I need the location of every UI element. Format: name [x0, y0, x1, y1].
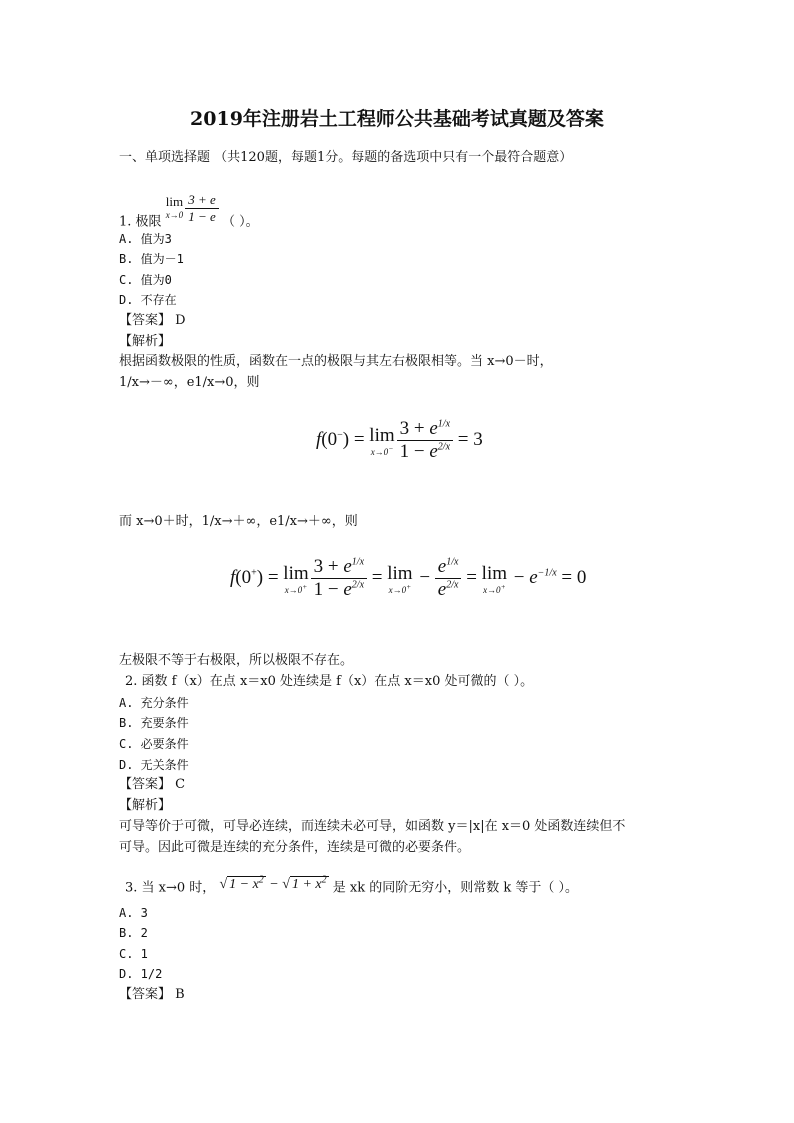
- page-title: 2019年注册岩土工程师公共基础考试真题及答案: [190, 108, 604, 130]
- question-1-option-a: A. 值为3: [119, 232, 172, 246]
- section-header: 一、单项选择题 （共120题，每题1分。每题的备选项中只有一个最符合题意）: [119, 150, 573, 165]
- question-2-answer: 【答案】 C: [119, 777, 186, 792]
- question-2-option-d: D. 无关条件: [119, 758, 189, 772]
- question-3-option-a: A. 3: [119, 906, 148, 920]
- question-3-answer: 【答案】 B: [119, 987, 185, 1002]
- question-1-analysis-text-2: 1/x→－∞，e1/x→0，则: [119, 375, 260, 390]
- question-1-option-c: C. 值为0: [119, 273, 172, 287]
- question-1-analysis-text-3: 而 x→0＋时，1/x→＋∞，e1/x→＋∞，则: [119, 514, 358, 529]
- question-1-suffix: （ ）。: [221, 214, 259, 230]
- question-3-option-d: D. 1/2: [119, 967, 163, 981]
- question-2-option-c: C. 必要条件: [119, 737, 189, 751]
- question-1-option-d: D. 不存在: [119, 293, 177, 307]
- question-2-stem: 2. 函数 f（x）在点 x＝x0 处连续是 f（x）在点 x＝x0 处可微的（ ）。: [125, 674, 534, 689]
- question-3-prefix: 3. 当 x→0 时，: [125, 880, 216, 896]
- question-1-analysis-text-1: 根据函数极限的性质，函数在一点的极限与其左右极限相等。当 x→0－时，: [119, 354, 553, 369]
- question-2-analysis-text-1: 可导等价于可微，可导必连续，而连续未必可导，如函数 y＝|x|在 x＝0 处函数连续但不: [119, 819, 626, 834]
- question-3-option-b: B. 2: [119, 926, 148, 940]
- question-1-analysis-text-4: 左极限不等于右极限，所以极限不存在。: [119, 653, 354, 668]
- question-3-option-c: C. 1: [119, 947, 148, 961]
- question-3-sqrt-expression: √ $1 - x^2$ − √ $1 + x^2$: [219, 874, 327, 892]
- question-3-suffix: 是 xk 的同阶无穷小，则常数 k 等于（ ）。: [332, 880, 578, 896]
- question-2-analysis-text-2: 可导。因此可微是连续的充分条件，连续是可微的必要条件。: [119, 840, 471, 855]
- question-1-prefix: 1. 极限: [119, 214, 162, 230]
- question-3-stem: [125, 876, 578, 897]
- question-1-analysis-label: 【解析】: [119, 334, 172, 349]
- question-1-limit-expression: lim x→0 $\frac{3 + e}{1 - e}$: [166, 199, 222, 214]
- question-1-answer: 【答案】 D: [119, 313, 186, 328]
- question-1-option-b: B. 值为－1: [119, 252, 184, 266]
- question-2-option-a: A. 充分条件: [119, 696, 189, 710]
- equation-left-limit: f(0−) = lim x→0− $\frac{3 + e^{1/x}}{1 - e^{2/x}}$ = 3: [316, 418, 483, 462]
- equation-right-limit: f(0+) = lim x→0+ $\frac{3 + e^{1/x}}{1 - e^{2/x}}$ = lim x→0+ − $\frac{e^{1/x}}{e^{2/x}}$ = lim x→0+ − $e^{-1/x} = 0$: [230, 556, 587, 600]
- question-2-option-b: B. 充要条件: [119, 716, 189, 730]
- question-2-analysis-label: 【解析】: [119, 798, 172, 813]
